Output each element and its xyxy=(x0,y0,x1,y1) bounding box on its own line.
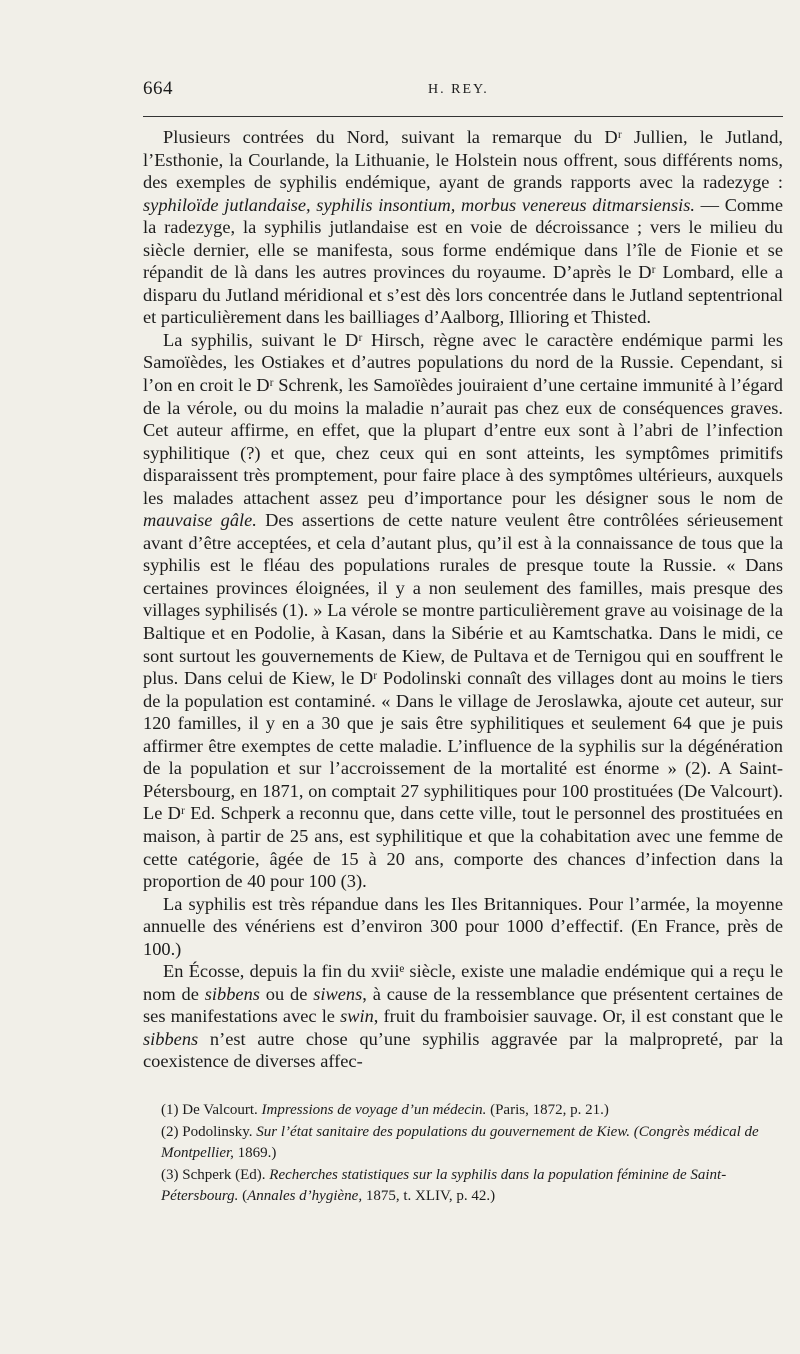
text-run: , fruit du framboisier sauvage. Or, il est constant que le xyxy=(373,1006,783,1027)
page-header xyxy=(143,78,783,108)
text-run: 1869.) xyxy=(233,1145,277,1161)
text-run: La syphilis, suivant le Dʳ Hirsch, règne avec le caractère endémique parmi les Samoïèdes, les Ostiakes et d’autres populations du nord de la Russie. Cependant, si l’on en croit le Dʳ Schrenk, les Samoïèdes jouiraient d’une certaine immunité à l’égard de la vérole, ou du moins la maladie n’aurait pas chez eux de conséquences graves. Cet auteur affirme, en effet, que la plupart d’entre eux sont à l’abri de l’infection syphilitique (?) et que, chez ceux qui en sont atteints, les symptômes primitifs disparaissent très promptement, pour faire place à des symptômes ultérieurs, auxquels les malades attachent assez peu d’importance pour les désigner sous le nom de xyxy=(143,329,783,508)
body-text xyxy=(143,126,783,1073)
text-run: (Paris, 1872, p. 21.) xyxy=(486,1102,609,1118)
text-run: ou de xyxy=(259,983,314,1004)
italic-text: swin xyxy=(340,1006,374,1027)
text-run: — Comme la radezyge, la syphilis jutlandaise est en voie de décroissance ; vers le milieu du siècle dernier, elle se manifesta, sous forme endémique dans l’île de Fionie et se répandit de là dans les autres provinces du royaume. D’après le Dʳ Lombard, elle a disparu du Jutland méridional et s’est dès lors concentrée dans le Jutland septentrional et particulièrement dans les bailliages d’Aalborg, Illioring et Thisted. xyxy=(143,194,783,328)
footnote xyxy=(143,1165,783,1208)
text-run: (2) Podolinsky. xyxy=(161,1123,257,1140)
paragraph xyxy=(143,893,783,961)
page-number: 664 xyxy=(143,78,173,99)
italic-text: syphiloïde jutlandaise, syphilis insontium, morbus venereus ditmarsiensis. xyxy=(143,194,695,215)
text-run: En Écosse, depuis la fin du xviiᵉ siècle, existe une maladie endémique qui a reçu le nom de xyxy=(143,961,783,1004)
text-run: , à cause de la ressemblance que présentent certaines de ses manifestations avec le xyxy=(143,983,784,1027)
running-head: H. REY. xyxy=(428,82,489,97)
text-run: La syphilis est très répandue dans les Iles Britanniques. Pour l’armée, la moyenne annuelle des vénériens est d’environ 300 pour 1000 d’effectif. (En France, près de 100.) xyxy=(143,893,783,959)
paragraph xyxy=(143,960,783,1073)
footnote xyxy=(143,1100,783,1122)
text-run: Plusieurs contrées du Nord, suivant la remarque du Dʳ Jullien, le Jutland, l’Esthonie, la Courlande, la Lithuanie, le Holstein nous offrent, sous différents noms, des exemples de syphilis endémique, ayant de grands rapports avec la radezyge : xyxy=(143,127,783,193)
text-run: (3) Schperk (Ed). xyxy=(161,1166,270,1183)
footnotes xyxy=(143,1100,783,1208)
text-run: (1) De Valcourt. xyxy=(161,1102,262,1118)
italic-text: Sur l’état sanitaire des populations du gouvernement de Kiew. (Congrès médical de Montpellier, xyxy=(161,1123,759,1161)
paragraph xyxy=(143,329,783,893)
italic-text: mauvaise gâle. xyxy=(143,510,257,531)
italic-text: Annales d’hygiène, xyxy=(247,1188,363,1204)
text-run: ( xyxy=(238,1188,248,1204)
footnote xyxy=(143,1122,783,1165)
text-run: n’est autre chose qu’une syphilis aggravée par la malpropreté, par la coexistence de diverses affec- xyxy=(143,1028,783,1072)
text-run: 1875, t. XLIV, p. 42.) xyxy=(362,1188,496,1204)
italic-text: Impressions de voyage d’un médecin. xyxy=(261,1102,487,1118)
italic-text: sibbens xyxy=(204,983,260,1004)
header-rule xyxy=(143,116,783,117)
italic-text: sibbens xyxy=(143,1028,199,1049)
italic-text: siwens xyxy=(313,983,363,1004)
text-run: Des assertions de cette nature veulent être contrôlées sérieusement avant d’être acceptées, et cela d’autant plus, qu’il est à la connaissance de tous que la syphilis est le fléau des populations rurales de presque toute la Russie. « Dans certaines provinces éloignées, il y a non seulement des familles, mais presque des villages syphilisés (1). » La vérole se montre particulièrement grave au voisinage de la Baltique et en Podolie, à Kasan, dans la Sibérie et au Kamtschatka. Dans le midi, ce sont surtout les gouvernements de Kiew, de Pultava et de Ternigou qui en souffrent le plus. Dans celui de Kiew, le Dʳ Podolinski connaît des villages dont au moins le tiers de la population est contaminé. « Dans le village de Jeroslawka, ajoute cet auteur, sur 120 familles, il y en a 30 que je sais être syphilitiques et seulement 64 que je puis affirmer être exemptes de cette maladie. L’influence de la syphilis sur la dégénération de la population et sur l’accroissement de la mortalité est énorme » (2). A Saint-Pétersbourg, en 1871, on comptait 27 syphilitiques pour 100 prostituées (De Valcourt). Le Dʳ Ed. Schperk a reconnu que, dans cette ville, tout le personnel des prostituées en maison, à partir de 25 ans, est syphilitique et que la cohabitation avec une femme de cette catégorie, âgée de 15 à 20 ans, comporte des chances d’infection dans la proportion de 40 pour 100 (3). xyxy=(143,510,783,892)
paragraph xyxy=(143,126,783,329)
italic-text: Recherches statistiques sur la syphilis dans la population féminine de Saint-Pétersbourg. xyxy=(161,1166,727,1204)
